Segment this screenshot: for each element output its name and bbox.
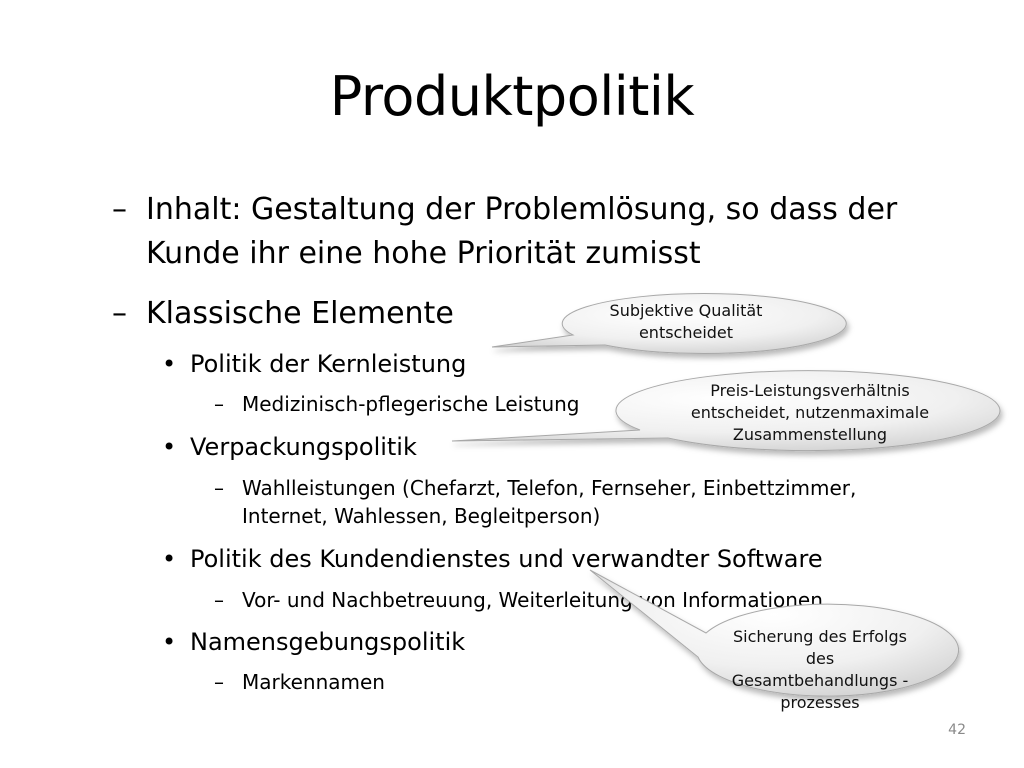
bullet-text: Klassische Elemente	[146, 296, 454, 331]
page-number: 42	[948, 722, 966, 738]
dot-marker: •	[162, 545, 177, 573]
dash-marker: –	[214, 670, 224, 694]
detail-text: Markennamen	[242, 670, 385, 694]
bullet-text: Inhalt: Gestaltung der Problemlösung, so dass der Kunde ihr eine hohe Priorität zumisst	[146, 192, 898, 271]
detail-text: Vor- und Nachbetreuung, Weiterleitung von Informationen,	[242, 588, 830, 612]
dot-marker: •	[162, 628, 177, 656]
detail-text: Medizinisch-pflegerische Leistung	[242, 392, 580, 416]
detail-text: Wahlleistungen (Chefarzt, Telefon, Fernseher, Einbettzimmer, Internet, Wahlessen, Begleitperson)	[242, 476, 857, 528]
callout-text-subjective-quality: Subjektive Qualität entscheidet	[609, 301, 763, 342]
dash-marker: –	[214, 588, 224, 612]
sub-bullet-text: Politik des Kundendienstes und verwandter Software	[190, 545, 823, 573]
callout-text-success-assurance: Sicherung des Erfolgs des Gesamtbehandlungs -prozesses	[731, 627, 909, 712]
sub-bullet-text: Verpackungspolitik	[190, 433, 417, 461]
dash-marker: –	[214, 476, 224, 500]
sub-bullet-text: Politik der Kernleistung	[190, 350, 467, 378]
dash-marker: –	[112, 296, 127, 331]
dash-marker: –	[112, 192, 127, 227]
dot-marker: •	[162, 433, 177, 461]
sub-bullet-text: Namensgebungspolitik	[190, 628, 466, 656]
dot-marker: •	[162, 350, 177, 378]
callout-text-price-performance: Preis-Leistungsverhältnis entscheidet, nutzenmaximale Zusammenstellung	[690, 381, 930, 444]
dash-marker: –	[214, 392, 224, 416]
slide-title: Produktpolitik	[329, 65, 695, 128]
